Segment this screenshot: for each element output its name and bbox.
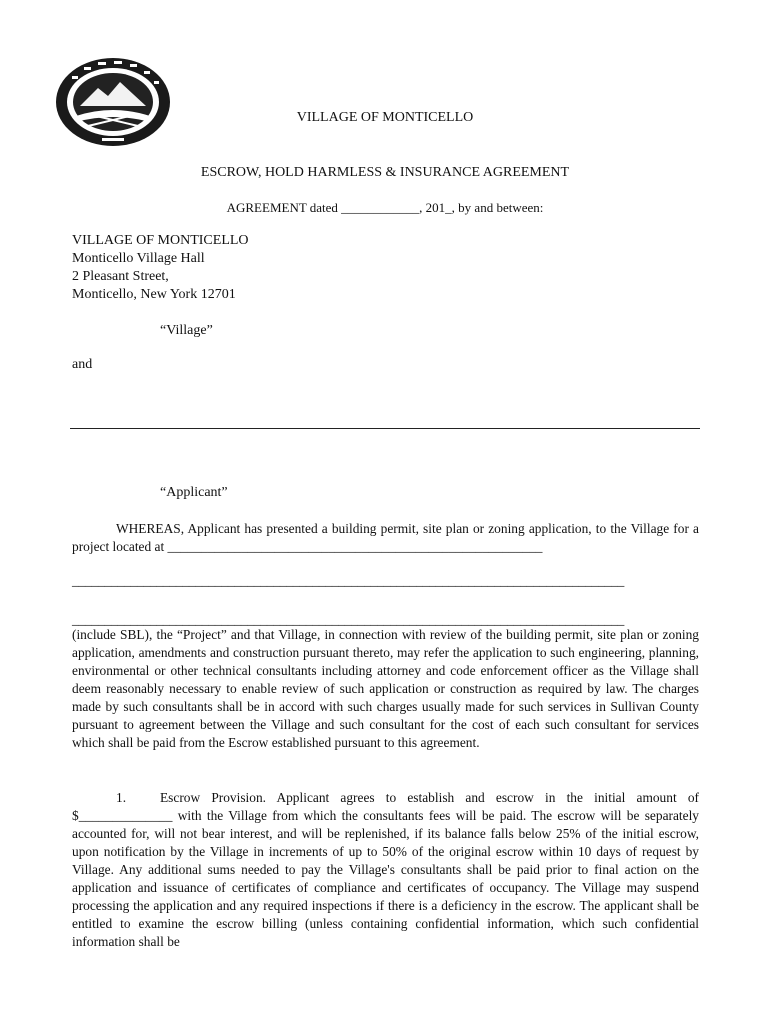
village-address-block — [72, 232, 249, 304]
location-blank-line-2: _____________________________________________________________________________________ — [72, 612, 625, 627]
village-seal-icon — [54, 56, 172, 148]
village-city: Monticello, New York 12701 — [72, 287, 236, 302]
section-number: 1. — [116, 790, 127, 805]
escrow-provision-text: Escrow Provision. Applicant agrees to establish and escrow in the initial amount of $______________ with the Village from which the consultants fees will be paid. The escrow will be separately accounted for, will not bear interest, and will be replenished, if its balance falls below 25% of the initial escrow, upon notification by the Village in increments of up to 50% of the original escrow within 10 days of request by Village. Any additional sums needed to pay the Village's consultants shall be paid prior to final action on the application and issuance of certificates of compliance and certificates of occupancy. The Village may suspend processing the application and any required inspections if there is a deficiency in the escrow. The applicant shall be entitled to examine the escrow billing (unless containing confidential information, which such confidential information shall be — [72, 790, 699, 949]
applicant-signature-line — [70, 428, 700, 429]
location-blank-line-1: _____________________________________________________________________________________ — [72, 573, 625, 588]
agreement-subtitle: ESCROW, HOLD HARMLESS & INSURANCE AGREEMENT — [200, 165, 570, 180]
and-conjunction: and — [72, 357, 93, 372]
agreement-date-line: AGREEMENT dated ____________, 201_, by and between: — [226, 200, 544, 215]
village-party-label: “Village” — [160, 323, 213, 338]
village-name: VILLAGE OF MONTICELLO — [72, 233, 249, 248]
sbl-paragraph: (include SBL), the “Project” and that Village, in connection with review of the building permit, site plan or zoning application, amendments and construction pursuant thereto, may refer the application to such engineering, planning, environmental or other technical consultants including attorney and code enforcement officer as the Village shall deem reasonably necessary to enable review of such application or construction as required by law. The charges made by such consultants shall be in accord with such charges usually made for such services in Sullivan County pursuant to agreement between the Village and such consultant for the cost of each such consultant for services which shall be paid from the Escrow established pursuant to this agreement. — [72, 627, 699, 750]
village-street: 2 Pleasant Street, — [72, 269, 169, 284]
village-hall: Monticello Village Hall — [72, 251, 205, 266]
whereas-paragraph: WHEREAS, Applicant has presented a building permit, site plan or zoning application, to the Village for a project located at ________________________________________________________ — [72, 521, 699, 554]
escrow-provision-section — [72, 789, 699, 951]
document-title: VILLAGE OF MONTICELLO — [296, 110, 474, 125]
applicant-party-label: “Applicant” — [160, 485, 228, 500]
